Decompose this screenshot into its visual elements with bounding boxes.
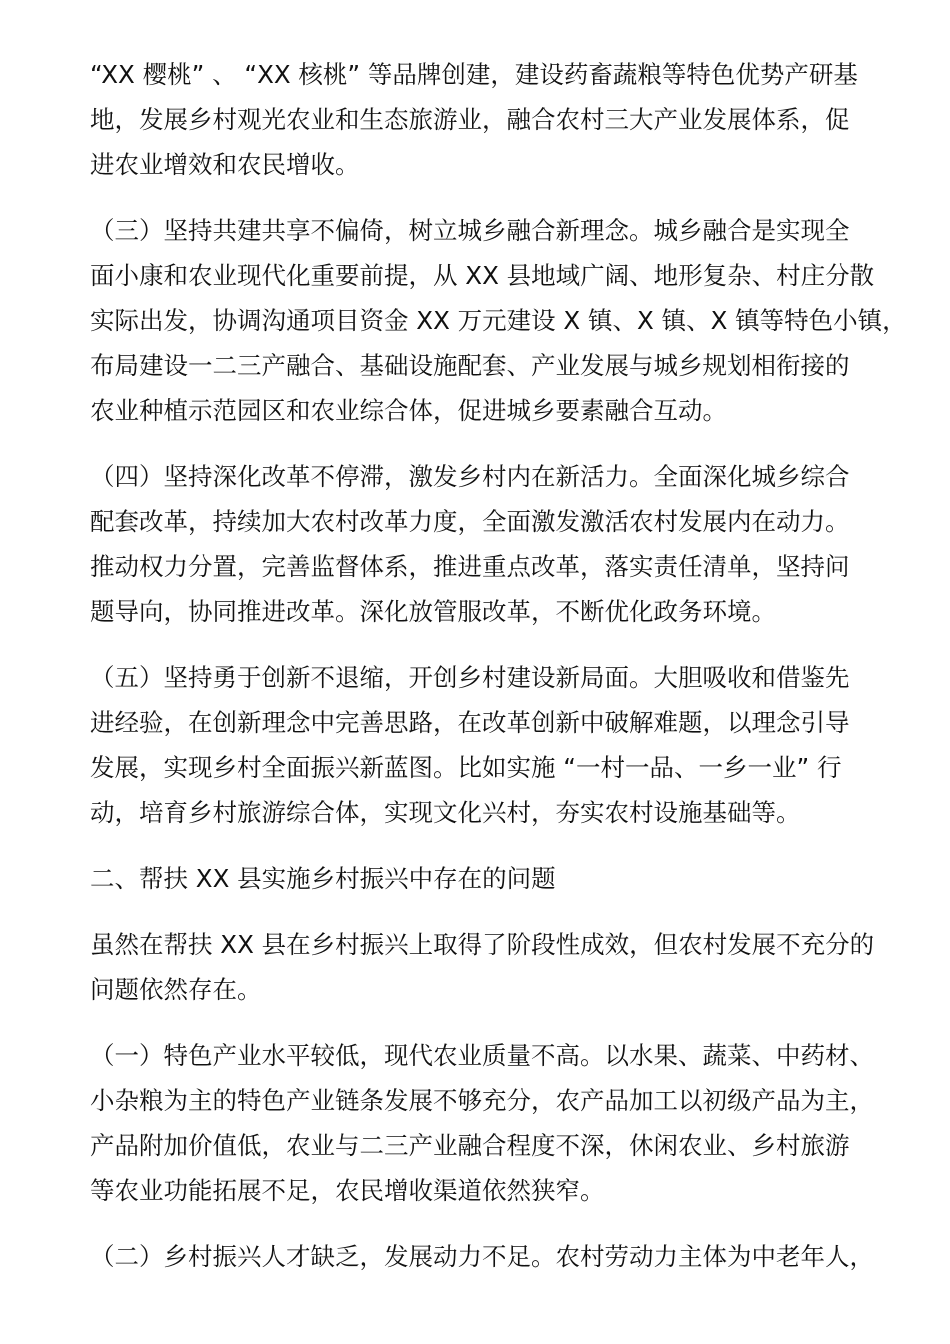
paragraph-problems-intro [90, 922, 912, 1012]
text-line: 推动权力分置，完善监督体系，推进重点改革，落实责任清单，坚持问 [90, 552, 850, 581]
text-line: （四）坚持深化改革不停滞，激发乡村内在新活力。全面深化城乡综合 [90, 462, 850, 491]
text-line: 进农业增效和农民增收。 [90, 150, 360, 179]
text-line: 农业种植示范园区和农业综合体，促进城乡要素融合互动。 [90, 396, 727, 425]
text-line: 地，发展乡村观光农业和生态旅游业，融合农村三大产业发展体系，促 [90, 105, 850, 134]
heading-text: 二、帮扶 XX 县实施乡村振兴中存在的问题 [90, 864, 556, 893]
text-line: 小杂粮为主的特色产业链条发展不够充分，农产品加工以初级产品为主， [90, 1086, 874, 1115]
paragraph-section-4 [90, 454, 912, 634]
document-page [90, 52, 912, 1300]
paragraph-problem-2 [90, 1234, 912, 1279]
text-line: （三）坚持共建共享不偏倚，树立城乡融合新理念。城乡融合是实现全 [90, 216, 850, 245]
text-line: （一）特色产业水平较低，现代农业质量不高。以水果、蔬菜、中药材、 [90, 1041, 874, 1070]
text-line: 配套改革，持续加大农村改革力度，全面激发激活农村发展内在动力。 [90, 507, 850, 536]
paragraph-section-5 [90, 655, 912, 835]
section-heading-problems [90, 856, 912, 901]
text-line: 实际出发，协调沟通项目资金 XX 万元建设 X 镇、X 镇、X 镇等特色小镇， [90, 306, 907, 335]
text-line: （二）乡村振兴人才缺乏，发展动力不足。农村劳动力主体为中老年人， [90, 1242, 874, 1271]
text-line: 发展，实现乡村全面振兴新蓝图。比如实施 “一村一品、一乡一业” 行 [90, 753, 842, 782]
text-line: （五）坚持勇于创新不退缩，开创乡村建设新局面。大胆吸收和借鉴先 [90, 663, 850, 692]
paragraph-problem-1 [90, 1033, 912, 1213]
text-line: 题导向，协同推进改革。深化放管服改革，不断优化政务环境。 [90, 597, 776, 626]
text-line: 产品附加价值低，农业与二三产业融合程度不深，休闲农业、乡村旅游 [90, 1131, 850, 1160]
text-line: 问题依然存在。 [90, 975, 262, 1004]
text-line: 等农业功能拓展不足，农民增收渠道依然狭窄。 [90, 1176, 605, 1205]
paragraph-section-3 [90, 208, 912, 433]
text-line: 虽然在帮扶 XX 县在乡村振兴上取得了阶段性成效，但农村发展不充分的 [90, 930, 875, 959]
paragraph-brand-building [90, 52, 912, 187]
text-line: 面小康和农业现代化重要前提，从 XX 县地域广阔、地形复杂、村庄分散 [90, 261, 875, 290]
text-line: 动，培育乡村旅游综合体，实现文化兴村，夯实农村设施基础等。 [90, 798, 801, 827]
text-line: “XX 樱桃” 、 “XX 核桃” 等品牌创建，建设药畜蔬粮等特色优势产研基 [90, 60, 858, 89]
text-line: 布局建设一二三产融合、基础设施配套、产业发展与城乡规划相衔接的 [90, 351, 850, 380]
text-line: 进经验，在创新理念中完善思路，在改革创新中破解难题，以理念引导 [90, 708, 850, 737]
